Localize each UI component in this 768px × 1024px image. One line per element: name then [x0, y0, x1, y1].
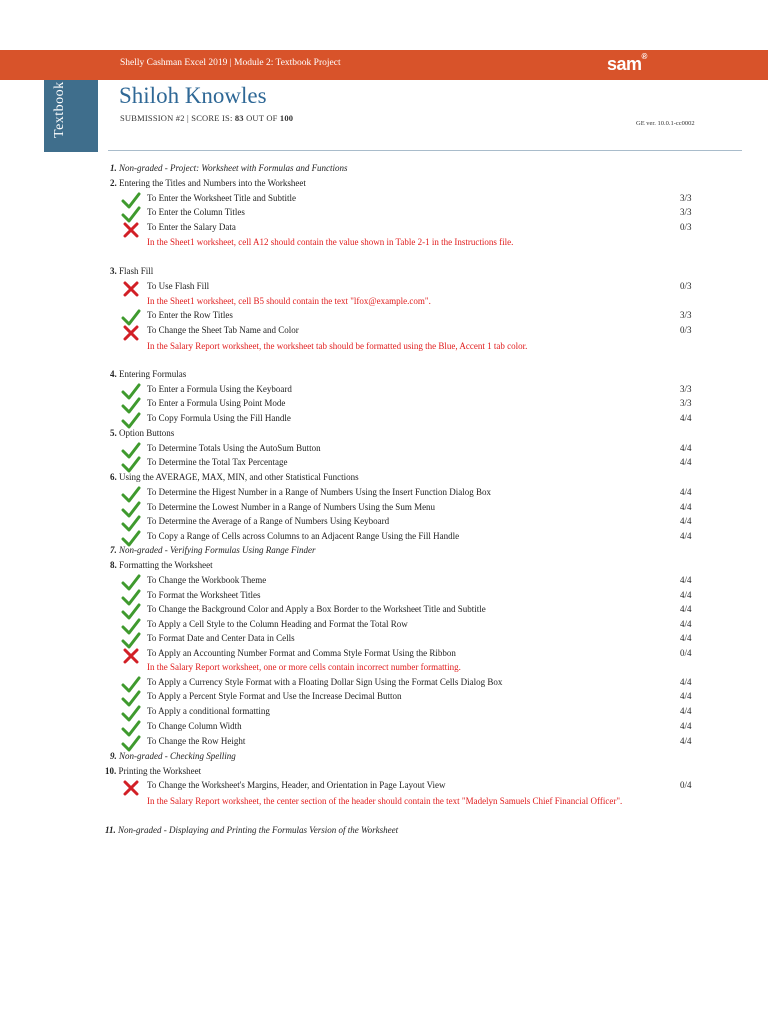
task-name: To Determine Totals Using the AutoSum Button: [147, 443, 321, 453]
task-score: 0/3: [680, 325, 692, 335]
task-feedback: In the Sheet1 worksheet, cell B5 should contain the text "lfox@example.com".: [147, 296, 431, 306]
out-of-text: OUT OF: [243, 113, 280, 123]
section-heading: 11. Non-graded - Displaying and Printing the Formulas Version of the Worksheet: [105, 825, 399, 835]
textbook-tab-label: Textbook: [52, 81, 67, 138]
task-score: 3/3: [680, 310, 692, 320]
task-score: 3/3: [680, 193, 692, 203]
cross-icon: [121, 779, 141, 797]
section-heading: 3. Flash Fill: [110, 266, 154, 276]
task-name: To Change the Row Height: [147, 736, 246, 746]
task-name: To Change Column Width: [147, 721, 242, 731]
student-name: Shiloh Knowles: [119, 83, 267, 108]
task-feedback: In the Salary Report worksheet, the center section of the header should contain the text "Madelyn Samuels Chief Financial Officer".: [147, 796, 623, 806]
cross-icon: [121, 647, 141, 665]
task-name: To Copy a Range of Cells across Columns to an Adjacent Range Using the Fill Handle: [147, 531, 460, 541]
task-score: 3/3: [680, 398, 692, 408]
task-score: 3/3: [680, 384, 692, 394]
task-score: 4/4: [680, 619, 692, 629]
cross-icon: [121, 280, 141, 298]
task-feedback: In the Salary Report worksheet, one or more cells contain incorrect number formatting.: [147, 662, 461, 672]
task-name: To Format Date and Center Data in Cells: [147, 633, 295, 643]
task-score: 4/4: [680, 413, 692, 423]
task-name: To Use Flash Fill: [147, 281, 210, 291]
course-title: Shelly Cashman Excel 2019 | Module 2: Textbook Project: [120, 58, 341, 68]
section-heading: 10. Printing the Worksheet: [105, 766, 202, 776]
task-name: To Enter the Salary Data: [147, 222, 236, 232]
task-score: 4/4: [680, 516, 692, 526]
header-divider: [108, 150, 742, 151]
task-name: To Enter the Row Titles: [147, 310, 233, 320]
task-score: 4/4: [680, 575, 692, 585]
task-score: 0/3: [680, 281, 692, 291]
task-name: To Change the Worksheet's Margins, Header, and Orientation in Page Layout View: [147, 780, 446, 790]
section-heading: 2. Entering the Titles and Numbers into the Worksheet: [110, 178, 306, 188]
task-name: To Determine the Average of a Range of Numbers Using Keyboard: [147, 516, 390, 526]
submission-score: [120, 113, 293, 123]
section-heading: 5. Option Buttons: [110, 428, 175, 438]
logo-registered-mark: ®: [641, 52, 647, 61]
task-name: To Apply a Cell Style to the Column Heading and Format the Total Row: [147, 619, 408, 629]
task-score: 4/4: [680, 691, 692, 701]
header-banner: [0, 50, 768, 80]
task-feedback: In the Sheet1 worksheet, cell A12 should contain the value shown in Table 2-1 in the Instructions file.: [147, 237, 514, 247]
section-heading: 4. Entering Formulas: [110, 369, 187, 379]
section-heading: 6. Using the AVERAGE, MAX, MIN, and other Statistical Functions: [110, 472, 359, 482]
section-heading: 9. Non-graded - Checking Spelling: [110, 751, 236, 761]
task-score: 4/4: [680, 706, 692, 716]
task-name: To Determine the Total Tax Percentage: [147, 457, 288, 467]
task-name: To Apply a conditional formatting: [147, 706, 270, 716]
section-heading: 1. Non-graded - Project: Worksheet with Formulas and Functions: [110, 163, 348, 173]
task-name: To Change the Background Color and Apply a Box Border to the Worksheet Title and Subtitle: [147, 604, 486, 614]
task-name: To Enter the Column Titles: [147, 207, 245, 217]
task-score: 4/4: [680, 590, 692, 600]
task-name: To Enter a Formula Using Point Mode: [147, 398, 286, 408]
task-name: To Determine the Lowest Number in a Range of Numbers Using the Sum Menu: [147, 502, 436, 512]
score-total: 100: [279, 113, 294, 123]
task-score: 4/4: [680, 604, 692, 614]
task-name: To Apply a Percent Style Format and Use the Increase Decimal Button: [147, 691, 402, 701]
task-score: 4/4: [680, 736, 692, 746]
section-heading: 7. Non-graded - Verifying Formulas Using Range Finder: [110, 545, 316, 555]
task-score: 4/4: [680, 531, 692, 541]
cross-icon: [121, 324, 141, 342]
task-feedback: In the Salary Report worksheet, the worksheet tab should be formatted using the Blue, Accent 1 tab color.: [147, 341, 528, 351]
task-name: To Apply an Accounting Number Format and Comma Style Format Using the Ribbon: [147, 648, 456, 658]
sam-logo: [607, 54, 659, 76]
task-score: 0/3: [680, 222, 692, 232]
task-score: 0/4: [680, 780, 692, 790]
task-score: 4/4: [680, 502, 692, 512]
section-heading: 8. Formatting the Worksheet: [110, 560, 213, 570]
task-score: 0/4: [680, 648, 692, 658]
textbook-tab: [44, 80, 98, 152]
score-value: 83: [234, 113, 244, 123]
task-name: To Format the Worksheet Titles: [147, 590, 261, 600]
task-score: 4/4: [680, 677, 692, 687]
task-score: 4/4: [680, 443, 692, 453]
task-name: To Apply a Currency Style Format with a Floating Dollar Sign Using the Format Cells Dialog Box: [147, 677, 503, 687]
task-name: To Change the Sheet Tab Name and Color: [147, 325, 299, 335]
task-score: 4/4: [680, 457, 692, 467]
task-name: To Enter a Formula Using the Keyboard: [147, 384, 292, 394]
cross-icon: [121, 221, 141, 239]
task-name: To Change the Workbook Theme: [147, 575, 267, 585]
task-score: 3/3: [680, 207, 692, 217]
version-label: GE ver. 10.0.1-cc0002: [636, 120, 695, 127]
task-name: To Enter the Worksheet Title and Subtitle: [147, 193, 296, 203]
task-score: 4/4: [680, 487, 692, 497]
logo-text: sam: [607, 54, 642, 74]
task-score: 4/4: [680, 721, 692, 731]
task-name: To Determine the Higest Number in a Range of Numbers Using the Insert Function Dialog Box: [147, 487, 492, 497]
submission-prefix: SUBMISSION #2 | SCORE IS:: [120, 113, 235, 123]
task-name: To Copy Formula Using the Fill Handle: [147, 413, 291, 423]
task-score: 4/4: [680, 633, 692, 643]
